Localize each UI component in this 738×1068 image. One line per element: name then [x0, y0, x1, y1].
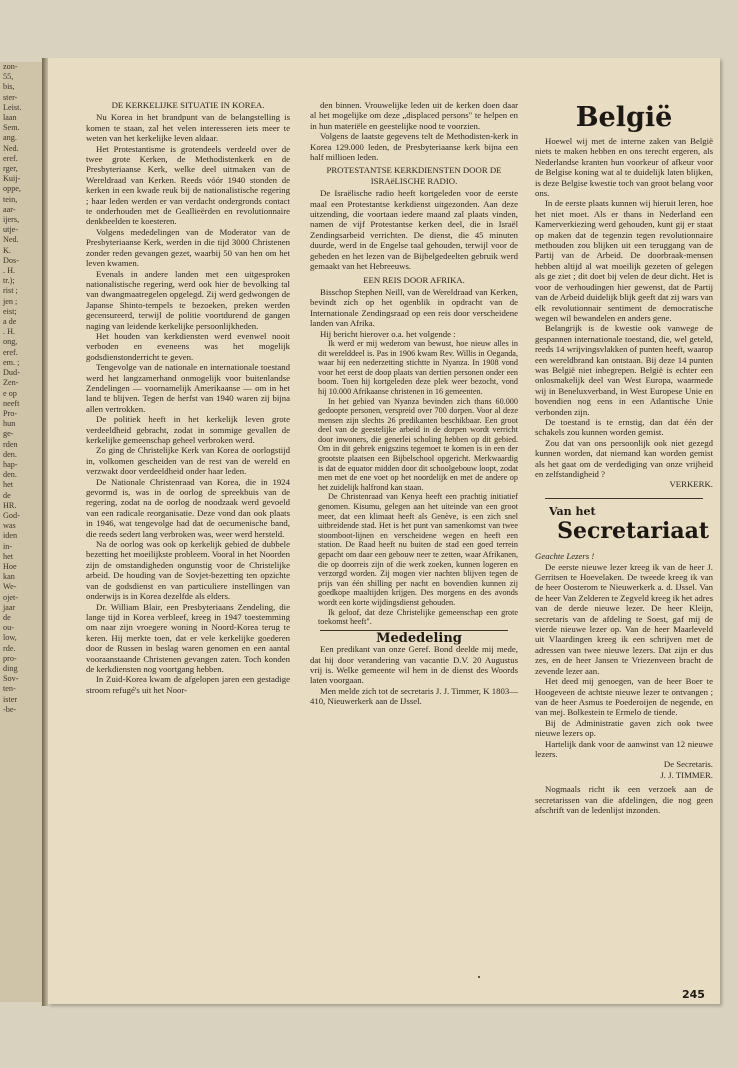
facing-page-fragment: eref. [3, 153, 18, 163]
facing-page-fragment: Ned. [3, 143, 19, 153]
belgie-heading: België [575, 102, 673, 133]
greeting: Geachte Lezers ! [535, 551, 595, 562]
quote-paragraph: Ik werd er mij wederom van bewust, hoe nieuw alles in dit werelddeel is. Pas in 1906 kwam Rev. Willis in Oeganda, waar hij een nederzetting stichtte in Nyanza. In 1908 vond voor het eerst de doop plaats van dertien personen onder een boom. Toen hij kortgeleden deze plek weer bezocht, vond hij 10.000 Afrikaanse christenen in 16 gemeenten. [318, 338, 518, 396]
facing-page-fragment: 55, [3, 72, 14, 82]
magazine-page [48, 58, 720, 1004]
facing-page-fragment: Dos- [3, 255, 19, 265]
africa-heading: EEN REIS DOOR AFRIKA. [363, 274, 465, 285]
facing-page-fragment: -be- [3, 704, 17, 714]
paragraph: Bij de Administratie gaven zich ook twee nieuwe lezers op. [535, 717, 713, 739]
facing-page-fragment: was [3, 521, 16, 531]
facing-page-fragment: ang. [3, 133, 17, 143]
paragraph: Hartelijk dank voor de aanwinst van 12 nieuwe lezers. [535, 738, 713, 759]
paragraph: Men melde zich tot de secretaris J. J. Timmer, K 1803—410, Nieuwerkerk aan de IJssel. [310, 685, 518, 707]
radio-heading: PROTESTANTSE KERKDIENSTEN DOOR DE ISRAëLISCHE RADIO. [326, 165, 502, 186]
paragraph: Evenals in andere landen met een uitgesproken nationalistische regering, werd ook hier de bevolking tal van dwangmaatregelen opgelegd. Zij werd gedwongen de Japanse Shinto-tempels te bezoeken, preken werden gecensureerd, terwijl de politie voortdurend de gangen naging van leidende kerkelijke persoonlijkheden. [86, 268, 290, 331]
paragraph: Tengevolge van de nationale en internationale toestand werd het langzamerhand onmogelijk voor buitenlandse Zendelingen — voornamelijk Amerikaanse — om in het land te blijven. Tegen de herfst van 1940 waren zij bijna allen vertrokken. [86, 362, 290, 414]
facing-page-fragment: God- [3, 510, 20, 520]
paragraph: Volgens mededelingen van de Moderator van de Presbyteriaanse Kerk, werden in die tijd 3000 Christenen zonder reden gevangen gezet, waarbij 50 van hen om het leven kwamen. [86, 226, 290, 269]
paragraph: In Zuid-Korea kwam de afgelopen jaren een gestadige stroom refugé's uit het Noor- [86, 674, 290, 695]
facing-page-fragment: jen ; [3, 296, 18, 306]
column-korea [86, 100, 290, 695]
facing-page-fragment: Zen- [3, 378, 19, 388]
facing-page-fragment: rden [3, 439, 18, 449]
facing-page-fragment: utje- [3, 225, 19, 235]
facing-page-fragment: pro- [3, 653, 17, 663]
van-het-label: Van het [549, 504, 596, 518]
column-belgie [535, 100, 713, 815]
paragraph: Dr. William Blair, een Presbyteriaans Zendeling, die lange tijd in Korea verbleef, kreeg in 1947 toestemming om naar zijn vroegere woning in Noord-Korea terug te keren. Hij merkte toen, dat er vele kerkelijke goederen door de Russen in beslag waren genomen en een aantal vooraanstaande Christenen gevangen zaten. Toch konden de kerkdiensten nog voortgang hebben. [86, 601, 290, 674]
facing-page-fragment: laan [3, 113, 17, 123]
korea-body [86, 112, 290, 695]
facing-page-fragment: ijers, [3, 215, 20, 225]
facing-page-fragment: oppe, [3, 184, 21, 194]
facing-page-fragment: Hoe [3, 561, 17, 571]
facing-page-fragment: low, [3, 633, 17, 643]
paragraph: Bisschop Stephen Neill, van de Wereldraad van Kerken, bevindt zich op het ogenblik in opdracht van de Internationale Zendingsraad op een reis door verscheidene landen van Afrika. [310, 286, 518, 329]
facing-page-fragment: ong, [3, 337, 18, 347]
secretariaat-heading: Secretariaat [557, 518, 709, 545]
closing-title: De Secretaris. [663, 759, 713, 770]
facing-page-fragment: Sov- [3, 674, 19, 684]
page-number: 245 [682, 988, 705, 1001]
facing-page-fragment: het [3, 551, 14, 561]
facing-page-fragment: ge- [3, 429, 14, 439]
paragraph: Zou dat van ons persoonlijk ook niet gezegd kunnen worden, dat niemand kan worden gemist als het gaat om de verdediging van onze vrijheid en zelfstandigheid ? [535, 437, 713, 479]
paragraph: De toestand is te ernstig, dan dat één der schakels zou kunnen worden gemist. [535, 416, 713, 438]
paragraph: Het deed mij genoegen, van de heer Boer te Hoogeveen de achtste nieuwe lezer te ontvangen ; van de heer Asmus te Poederoijen de negende, en van mej. Bolkestein te Ermelo de tiende. [535, 676, 713, 718]
paragraph: Hoewel wij met de interne zaken van België niets te maken hebben en ons terecht ergeren, als Nederlandse kranten hun voorkeur of afkeur voor de Belgise koning wat al te duidelijk laten blijken, is deze Belgise kwestie toch van groot belang voor ons. [535, 136, 713, 199]
paragraph: Na de oorlog was ook op kerkelijk gebied de dubbele bezetting het moeilijkste probleem. Vooral in het Noorden zijn de omstandigheden ongunstig voor de Christelijke arbeid. De houding van de Sovjet-bezetting ten opzichte van de godsdienst en van particuliere instellingen van onderwijs is in Korea dezelfde als elders. [86, 539, 290, 602]
facing-page-fragment: in- [3, 541, 13, 551]
facing-page-fragment: . H. [3, 266, 16, 276]
facing-page-fragment: Dud- [3, 368, 20, 378]
korea-heading: DE KERKELIJKE SITUATIE IN KOREA. [111, 100, 265, 110]
facing-page-fragment: . H. [3, 327, 16, 337]
facing-page-fragment: ister [3, 694, 18, 704]
facing-page-fragment: HR. [3, 500, 17, 510]
facing-page-fragment: tein, [3, 194, 18, 204]
facing-page-fragment: hap- [3, 459, 18, 469]
quote-paragraph: De Christenraad van Kenya heeft een prachtig initiatief genomen. Kisumu, gelegen aan het uiteinde van een groot meer, dat een klimaat heeft als Genève, is een zich snel uitbreidende stad. Het is het punt van samenkomst van twee stoomboot-lijnen en verscheidene wegen en heeft een station. De Raad heeft nu buiten de stad een goed terrein gepacht om daar een gebouw neer te zetten, waar Afrikanen, die op doorreis zijn of die werk zoeken, kunnen logeren en verzorgd worden. Zij mogen vier nachten blijven tegen de prijs van één shilling per nacht en bovendien kunnen zij goedkope maaltijden krijgen. Des morgens en des avonds wordt een korte wijdingsdienst gehouden. [318, 492, 518, 607]
facing-page-fragment: de [3, 612, 11, 622]
facing-page-fragment: het [3, 480, 14, 490]
column-news [310, 100, 518, 707]
signature-verkerk: VERKERK. [669, 479, 713, 490]
facing-page-fragment: de [3, 490, 11, 500]
facing-page-fragment: Sem. [3, 123, 20, 133]
facing-page-fragment: ding [3, 663, 18, 673]
facing-page-fragment: aar- [3, 204, 16, 214]
facing-page-fragment: den. [3, 449, 17, 459]
facing-page-fragment: Kuij- [3, 174, 21, 184]
ink-speck [478, 976, 480, 978]
paragraph: den binnen. Vrouwelijke leden uit de kerken doen daar al het mogelijke om deze „displaced persons" te helpen en in hun materiële en geestelijke nood te voorzien. [310, 100, 518, 131]
facing-page-fragment: den. [3, 470, 17, 480]
paragraph: De Israëlische radio heeft kortgeleden voor de eerste maal een Protestantse kerkdienst uitgezonden. Aan deze uitzending, die voortaan iedere maand zal plaats vinden, namen de vijf Protestantse kerken deel, die in Israël Zendingsarbeid verrichten. De dienst, die 45 minuten duurde, werd in de Engelse taal gehouden, terwijl voor de gebeden en het lezen van de Bijbelgedeelten gebruik werd gemaakt van het Hebreeuws. [310, 188, 518, 272]
paragraph: Het houden van kerkdiensten werd evenwel nooit verboden en eveneens was het mogelijk godsdienstonderricht te geven. [86, 330, 290, 362]
facing-page-fragment: em. ; [3, 357, 20, 367]
divider [545, 498, 703, 499]
paragraph: Een predikant van onze Geref. Bond deelde mij mede, dat hij door verandering van vacantie D.V. 20 Augustus vrij is. Welke gemeente wil hem in de dienst des Woords laten voorgaan. [310, 644, 518, 686]
facing-page-fragment: bis, [3, 82, 15, 92]
paragraph: Het Protestantisme is grotendeels verdeeld over de twee grote Kerken, de Methodistenkerk en de Presbyteriaanse Kerk, welke deel uitmaken van de Wereldraad van Kerken. Reeds vóór 1940 stonden de kerken in een kwade reuk bij de nationalistische regering ; haar leden werden er van verdacht ondergronds contact te onderhouden met de Geallieërden en revolutionnaire denkbeelden te koesteren. [86, 143, 290, 227]
facing-page-fragment: Pro- [3, 408, 18, 418]
facing-page-fragment: eist; [3, 306, 17, 316]
facing-page-fragment: ster- [3, 92, 18, 102]
paragraph: Nu Korea in het brandpunt van de belangstelling is komen te staan, zal het velen interesseren iets meer te weten van het kerkelijke leven aldaar. [86, 112, 290, 144]
paragraph: Volgens de laatste gegevens telt de Methodisten-kerk in Korea 129.000 leden, de Presbyteriaanse kerk bijna een half millioen leden. [310, 131, 518, 163]
facing-page-fragment: ten- [3, 684, 16, 694]
mededeling-heading: Mededeling [376, 630, 462, 646]
facing-page-fragment: kan [3, 572, 15, 582]
facing-page-fragment: a de [3, 317, 17, 327]
facing-page-fragment: K. [3, 245, 11, 255]
paragraph: De politiek heeft in het kerkelijk leven grote verdeeldheid gebracht, zodat in sommige gevallen de kerkelijke gemeenschap geheel verbroken werd. [86, 414, 290, 445]
facing-page-fragment: zon- [3, 62, 18, 71]
paragraph: Nogmaals richt ik een verzoek aan de secretarissen van die afdelingen, die nog geen afschrift van de ledenlijst inzonden. [535, 784, 713, 815]
paragraph: In de eerste plaats kunnen wij hieruit leren, hoe het niet moet. Als er thans in Nederland een Kamerverkiezing werd gehouden, kunt gij er staat op maken dat de tegenzin tegen revolutionnaire methouden zou blijken uit een teruggang van de Partij van de Arbeid. De doorbraak-mensen hebben altijd al wat moeilijk gezeten of gelegen als ge ziet ; dit doet bij velen de deur dicht. Het is voor de verhoudingen hier gewenst, dat de Partij van de Arbeid duidelijk blijk geeft dat zij wars van elk revolutionnair sentiment de democratische wegen wil bewandelen en anders gene. [535, 198, 713, 323]
facing-page-fragment: iden [3, 531, 18, 541]
facing-page-fragment: neeft [3, 398, 20, 408]
facing-page-fragment: rist ; [3, 286, 18, 296]
facing-page-fragment: eref. [3, 347, 18, 357]
facing-page-fragment: hun [3, 419, 16, 429]
facing-page-fragment: We- [3, 582, 17, 592]
paragraph: De eerste nieuwe lezer kreeg ik van de heer J. Gerritsen te Hoevelaken. De tweede kreeg ik van de heer Oosterom te Nieuwerkerk a. d. IJssel. Van de heer Van Zelderen te Zegveld kreeg ik het adres van de derde nieuwe lezer. De heer Kleijn, secretaris van de afdeling te Soest, gaf mij de vierde nieuwe lezer op. Van de heer Maarleveld uit Vlaardingen kreeg ik een schrijven met de adressen van twee nieuwe lezers. Dat zijn er dus zes, en de heer Jansen te Vriezenveen bracht de zevende lezer aan. [535, 561, 713, 676]
facing-page-fragment: e op [3, 388, 17, 398]
facing-page-fragment: jaar [3, 602, 16, 612]
paragraph: De Nationale Christenraad van Korea, die in 1924 gevormd is, was in de oorlog de spreekbuis van de regering, zodat na de oorlog de noodzaak werd gevoeld van een radicale reorganisatie. Deze vond dan ook plaats in 1946, wat tengevolge had dat de oecumenische band, die reeds sedert lang verbroken was, weer werd hersteld. [86, 476, 290, 539]
quote-paragraph: Ik geloof, dat deze Christelijke gemeenschap een grote toekomst heeft". [318, 607, 518, 627]
facing-page-fragment: rger, [3, 164, 18, 174]
facing-page-fragment: rde. [3, 643, 16, 653]
closing-name: J. J. TIMMER. [660, 769, 713, 780]
facing-page-fragment: Leist. [3, 102, 22, 112]
paragraph: Zo ging de Christelijke Kerk van Korea de oorlogstijd in, volkomen gescheiden van de rest van de wereld en verzwakt door verdeeldheid onder haar leden. [86, 445, 290, 477]
facing-page-edge [0, 62, 44, 1002]
africa-quote [310, 339, 518, 627]
paragraph: Belangrijk is de kwestie ook vanwege de gespannen internationale toestand, die, wel geteld, reeds 14 wrijvingsvlakken of punten heeft, waarop een wereldbrand kan ontstaan. Bij deze 14 punten was België niet inbegrepen. België is echter een onlosmakelijk deel van West Europa, waarmede wij in Beneluxverband, in West Europese Unie en bovendien nog eens in een Atlantische Unie verbonden zijn. [535, 323, 713, 417]
facing-page-fragment: ojet- [3, 592, 19, 602]
facing-page-fragment: Ned. [3, 235, 19, 245]
paragraph: Hij bericht hierover o.a. het volgende : [320, 328, 456, 339]
quote-paragraph: In het gebied van Nyanza bevinden zich thans 60.000 gedoopte personen, verspreid over 700 dorpen. Voor al deze mensen zijn slechts 26 predikanten beschikbaar. Een groot deel van de geestelijke arbeid in de dorpen wordt verricht door inwoners, die generlei scholing hebben op dit gebied. Om in dit gebrek enigszins tegemoet te komen is in een der grootste plaatsen een Bijbelschool opgericht. Merkwaardig is dat de equator midden door dit schoolgebouw loopt, zodat men met de ene voet op het noordelijk en met de andere op het zuidelijk halfrond kan staan. [318, 396, 518, 492]
facing-page-fragment: tr.); [3, 276, 15, 286]
facing-page-fragment: ou- [3, 623, 14, 633]
